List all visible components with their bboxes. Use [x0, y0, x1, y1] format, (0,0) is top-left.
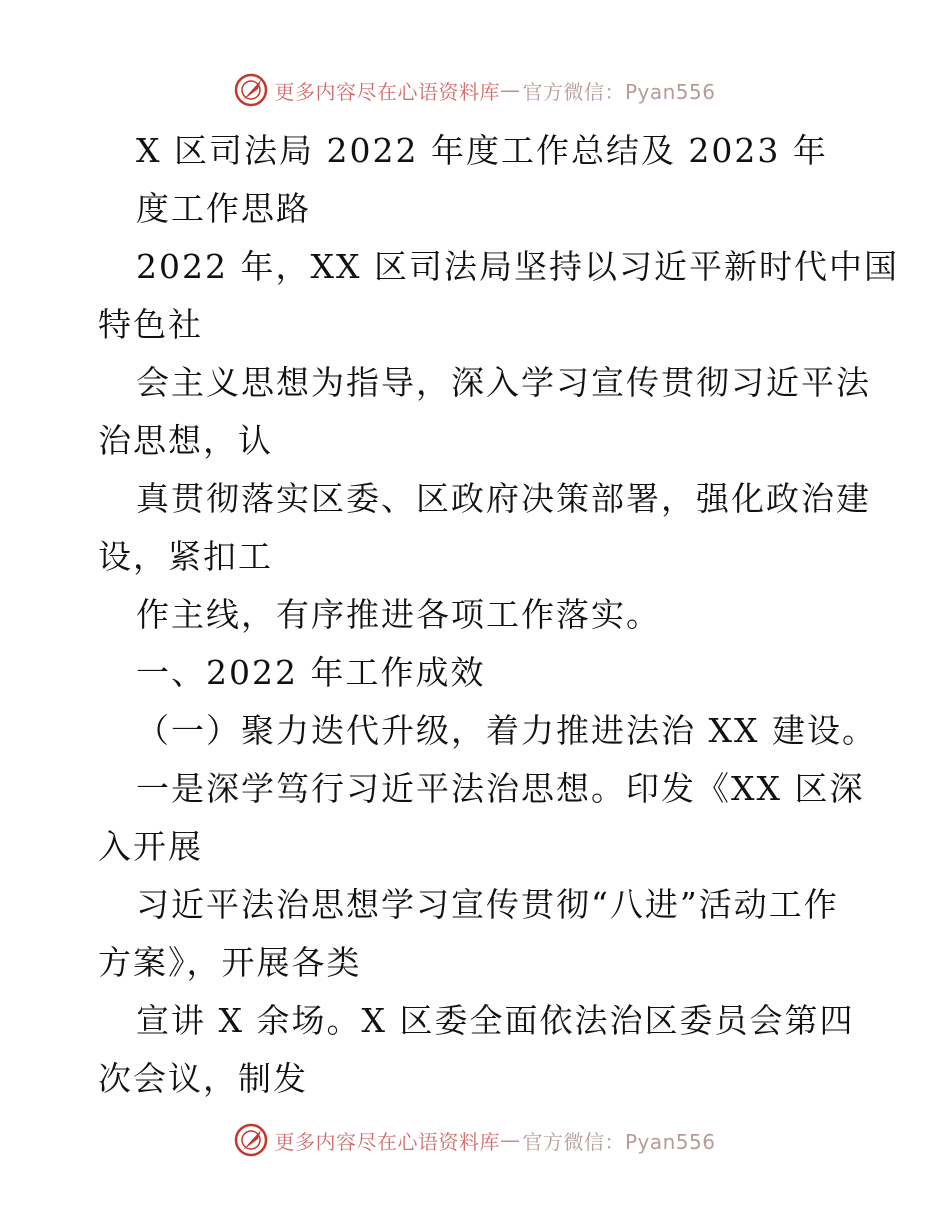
banner-separator: — [499, 78, 521, 102]
banner-brand-text: 更多内容尽在心语资料库 [274, 1129, 500, 1154]
document-title-line: 度工作思路 [136, 189, 311, 228]
header-watermark-banner [0, 70, 950, 110]
paragraph-line: 一是深学笃行习近平法治思想。印发《XX 区深 [136, 769, 865, 808]
document-body [98, 122, 899, 1108]
paragraph-line: 作主线，有序推进各项工作落实。 [136, 595, 661, 634]
document-title-line: X 区司法局 2022 年度工作总结及 2023 年 [136, 131, 828, 170]
footer-watermark-banner [0, 1120, 950, 1160]
banner-wechat-text: 官方微信：Pyan556 [522, 79, 716, 104]
section-heading: 一、2022 年工作成效 [136, 653, 486, 692]
paragraph-line: 宣讲 X 余场。X 区委全面依法治区委员会第四 [136, 1001, 855, 1040]
paragraph-line: 真贯彻落实区委、区政府决策部署，强化政治建 [136, 479, 871, 518]
subsection-heading: （一）聚力迭代升级，着力推进法治 XX 建设。 [136, 711, 877, 750]
paragraph-line: 入开展 [98, 827, 203, 866]
paragraph-line: 特色社 [98, 305, 203, 344]
paragraph-line: 次会议，制发 [98, 1059, 308, 1098]
paragraph-line: 设，紧扣工 [98, 537, 273, 576]
quill-logo-icon [234, 1123, 268, 1157]
paragraph-line: 习近平法治思想学习宣传贯彻“八进”活动工作 [136, 885, 839, 924]
banner-separator: — [499, 1128, 521, 1152]
banner-brand-text: 更多内容尽在心语资料库 [274, 79, 500, 104]
paragraph-line: 治思想，认 [98, 421, 273, 460]
quill-logo-icon [234, 73, 268, 107]
paragraph-line: 会主义思想为指导，深入学习宣传贯彻习近平法 [136, 363, 871, 402]
paragraph-line: 方案》，开展各类 [98, 943, 362, 982]
paragraph-line: 2022 年，XX 区司法局坚持以习近平新时代中国 [136, 247, 899, 286]
banner-wechat-text: 官方微信：Pyan556 [522, 1129, 716, 1154]
